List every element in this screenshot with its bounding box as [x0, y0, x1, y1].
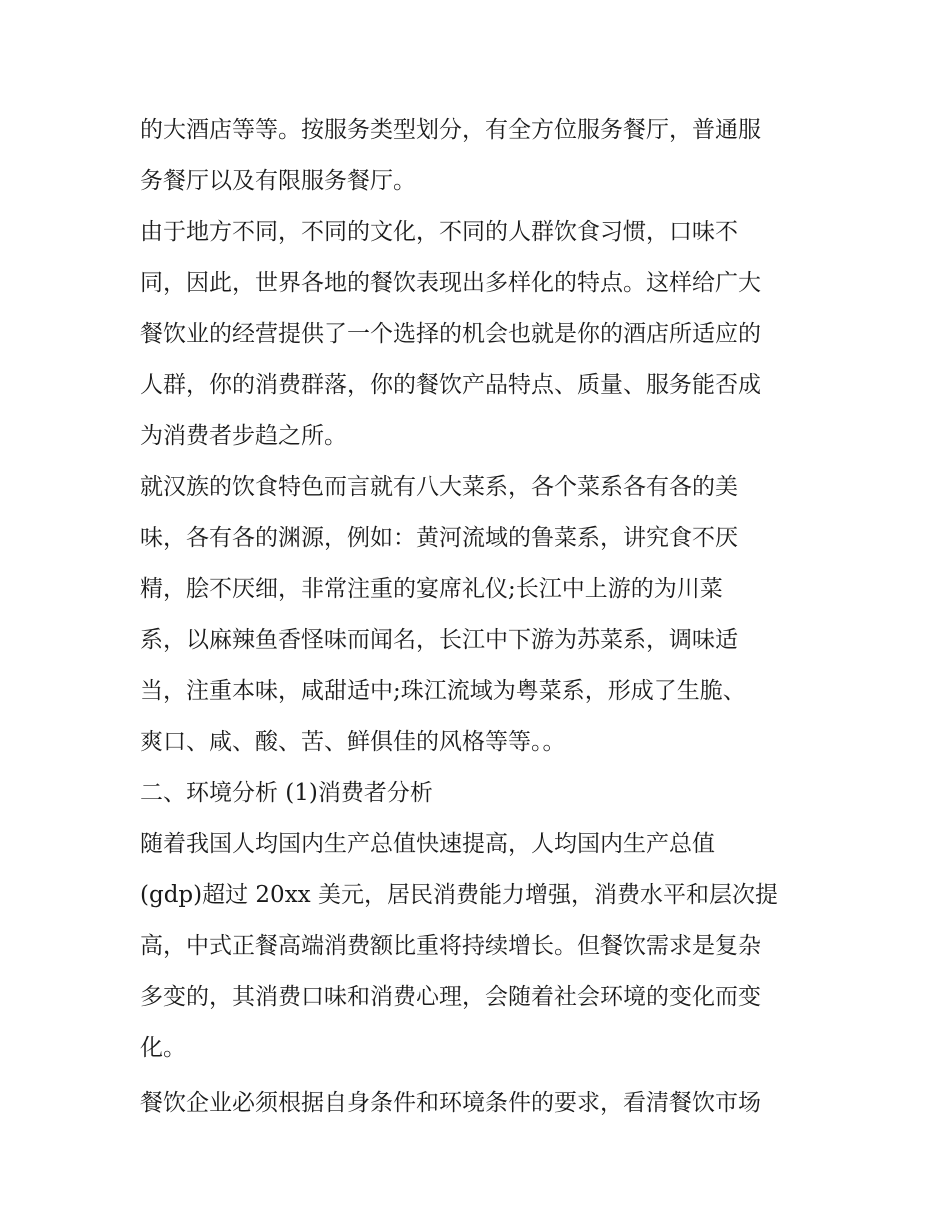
section-heading: 二、环境分析 (1)消费者分析 [140, 780, 433, 806]
text-line: 的大酒店等等。按服务类型划分，有全方位服务餐厅，普通服 [140, 117, 761, 143]
text-line: 随着我国人均国内生产总值快速提高，人均国内生产总值 [140, 831, 715, 857]
text-line: 当，注重本味，咸甜适中;珠江流域为粤菜系，形成了生脆、 [140, 678, 746, 704]
text-line: 多变的，其消费口味和消费心理，会随着社会环境的变化而变 [140, 984, 761, 1010]
text-line: 高，中式正餐高端消费额比重将持续增长。但餐饮需求是复杂 [140, 933, 761, 959]
text-line: 餐饮企业必须根据自身条件和环境条件的要求，看清餐饮市场 [140, 1090, 761, 1116]
text-line: 爽口、咸、酸、苦、鲜俱佳的风格等等。。 [140, 729, 566, 755]
document-body [140, 105, 820, 1129]
text-line: 同，因此，世界各地的餐饮表现出多样化的特点。这样给广大 [140, 270, 761, 296]
text-line: 化。 [140, 1035, 186, 1061]
text-line: 餐饮业的经营提供了一个选择的机会也就是你的酒店所适应的 [140, 321, 761, 347]
text-line: 由于地方不同，不同的文化，不同的人群饮食习惯，口味不 [140, 219, 738, 245]
text-line: 系，以麻辣鱼香怪味而闻名，长江中下游为苏菜系，调味适 [140, 627, 738, 653]
text-line: 务餐厅以及有限服务餐厅。 [140, 168, 416, 194]
text-line: 为消费者步趋之所。 [140, 423, 347, 449]
text-line: 就汉族的饮食特色而言就有八大菜系，各个菜系各有各的美 [140, 474, 738, 500]
text-line: (gdp)超过 20xx 美元，居民消费能力增强，消费水平和层次提 [140, 882, 778, 908]
text-line: 精，脍不厌细，非常注重的宴席礼仪;长江中上游的为川菜 [140, 576, 723, 602]
text-line: 味，各有各的渊源，例如：黄河流域的鲁菜系，讲究食不厌 [140, 525, 738, 551]
text-line: 人群，你的消费群落，你的餐饮产品特点、质量、服务能否成 [140, 372, 761, 398]
